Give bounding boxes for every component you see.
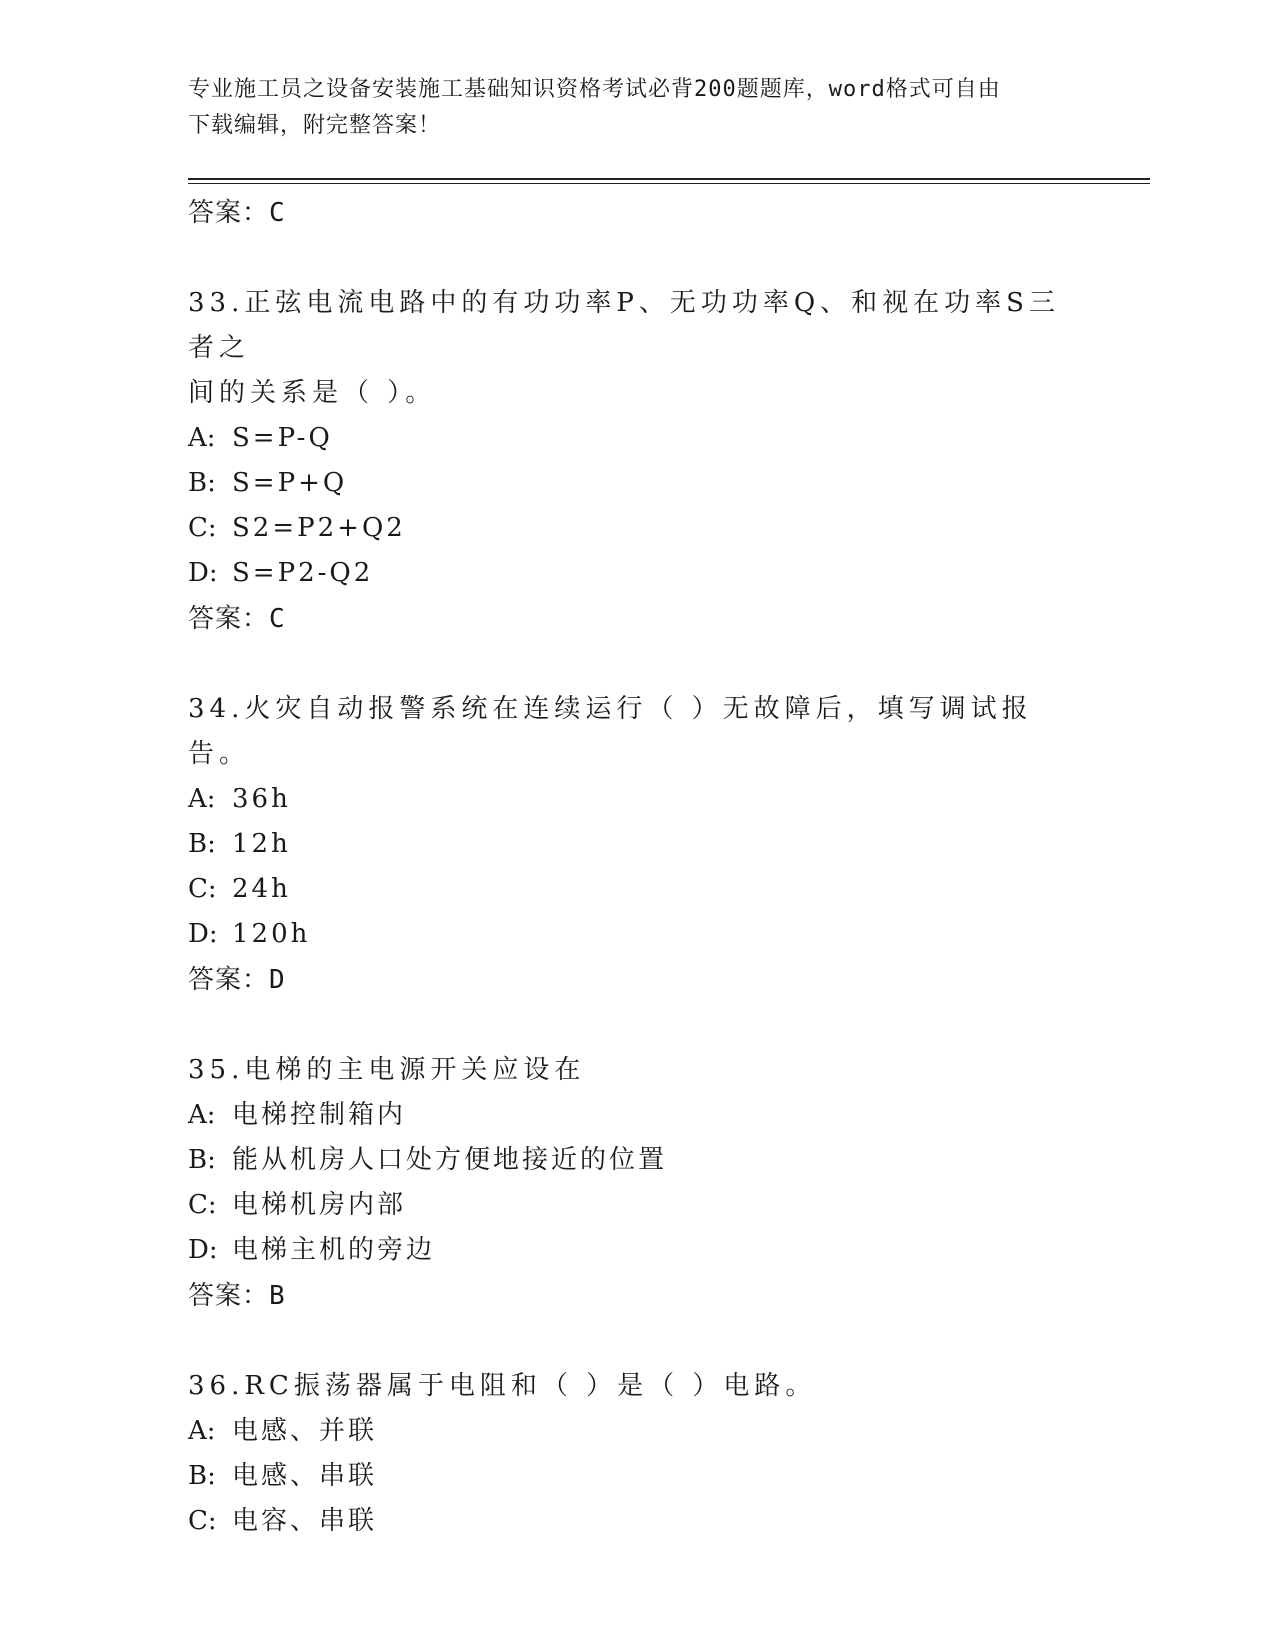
option-text: 电梯控制箱内 xyxy=(232,1100,407,1130)
option-b xyxy=(188,1138,1088,1183)
option-label: B: xyxy=(188,468,216,498)
question-stem-line-1: 33.正弦电流电路中的有功功率P、无功功率Q、和视在功率S三者之 xyxy=(188,288,1060,363)
option-d xyxy=(188,1228,1088,1273)
header-line-2: 下载编辑，附完整答案！ xyxy=(188,113,442,138)
document-header xyxy=(188,72,1078,144)
option-label: D: xyxy=(188,558,218,588)
option-label: A: xyxy=(188,1100,216,1130)
question-34 xyxy=(188,687,1088,1003)
option-label: B: xyxy=(188,1461,216,1491)
option-text: 电感、并联 xyxy=(232,1416,378,1446)
option-label: C: xyxy=(188,1190,217,1220)
option-text: 电感、串联 xyxy=(232,1461,378,1491)
option-text: S=P2-Q2 xyxy=(232,558,374,588)
option-label: B: xyxy=(188,1145,216,1175)
option-text: S=P-Q xyxy=(232,423,333,453)
header-line-1: 专业施工员之设备安装施工基础知识资格考试必背200题题库，word格式可自由 xyxy=(188,77,1001,102)
answer: 答案：D xyxy=(188,965,286,995)
option-label: C: xyxy=(188,1506,217,1536)
option-text: 电梯机房内部 xyxy=(232,1190,407,1220)
option-text: 120h xyxy=(232,919,311,949)
question-list xyxy=(188,190,1088,1544)
question-35 xyxy=(188,1048,1088,1319)
option-text: S2=P2+Q2 xyxy=(232,513,406,543)
option-text: 能从机房人口处方便地接近的位置 xyxy=(232,1145,668,1175)
option-label: C: xyxy=(188,513,217,543)
option-b xyxy=(188,1454,1088,1499)
option-text: 36h xyxy=(232,784,291,814)
option-a xyxy=(188,777,1088,822)
option-d xyxy=(188,551,1088,596)
header-divider-thick xyxy=(188,178,1150,180)
question-stem-line-2: 间的关系是（ ）。 xyxy=(188,378,437,408)
question-stem-line-1: 36.RC振荡器属于电阻和（ ）是（ ）电路。 xyxy=(188,1371,817,1401)
option-text: 24h xyxy=(232,874,291,904)
question-stem xyxy=(188,281,1088,416)
option-a xyxy=(188,1093,1088,1138)
answer: 答案：B xyxy=(188,1281,286,1311)
option-label: B: xyxy=(188,829,216,859)
question-stem-line-1: 35.电梯的主电源开关应设在 xyxy=(188,1055,586,1085)
option-text: 电容、串联 xyxy=(232,1506,378,1536)
option-text: 12h xyxy=(232,829,291,859)
question-33 xyxy=(188,281,1088,642)
option-a xyxy=(188,416,1088,461)
option-text: S=P+Q xyxy=(232,468,348,498)
option-c xyxy=(188,1499,1088,1544)
option-a xyxy=(188,1409,1088,1454)
option-label: A: xyxy=(188,1416,216,1446)
option-label: A: xyxy=(188,784,216,814)
option-c xyxy=(188,867,1088,912)
option-b xyxy=(188,822,1088,867)
question-stem xyxy=(188,687,1088,777)
question-stem xyxy=(188,1364,1088,1409)
option-c xyxy=(188,1183,1088,1228)
option-c xyxy=(188,506,1088,551)
option-label: D: xyxy=(188,919,218,949)
option-b xyxy=(188,461,1088,506)
header-divider-thin xyxy=(188,183,1150,184)
option-text: 电梯主机的旁边 xyxy=(232,1235,436,1265)
option-label: C: xyxy=(188,874,217,904)
question-stem xyxy=(188,1048,1088,1093)
answer: 答案：C xyxy=(188,604,286,634)
question-36 xyxy=(188,1364,1088,1544)
option-d xyxy=(188,912,1088,957)
question-stem-line-1: 34.火灾自动报警系统在连续运行（ ）无故障后，填写调试报告。 xyxy=(188,694,1033,769)
option-label: D: xyxy=(188,1235,218,1265)
previous-answer: 答案：C xyxy=(188,198,286,228)
option-label: A: xyxy=(188,423,216,453)
